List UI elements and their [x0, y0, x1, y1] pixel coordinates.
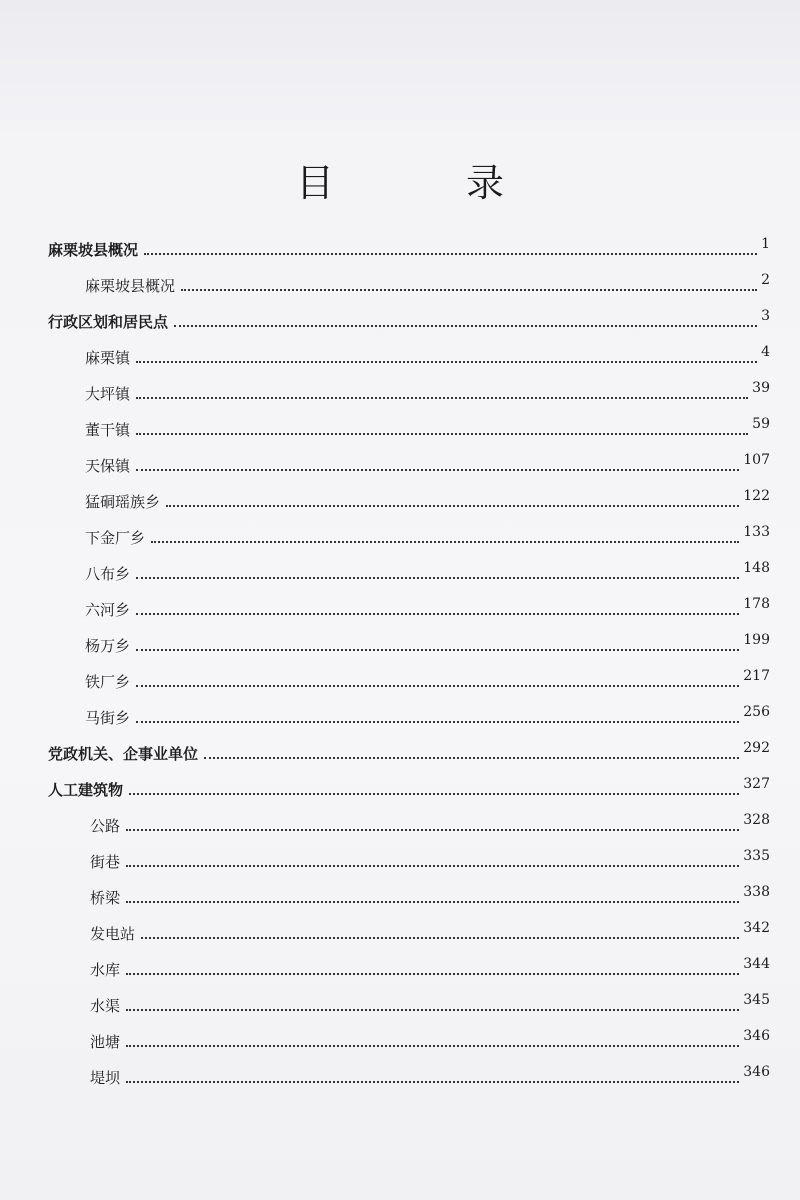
- toc-entry: [90, 956, 770, 980]
- toc-entry-label: 街巷: [90, 853, 121, 871]
- toc-entry-page: 2: [761, 272, 770, 288]
- toc-leader-dots: [126, 828, 739, 831]
- toc-entry-page: 122: [743, 488, 770, 504]
- toc-entry-label: 堤坝: [90, 1069, 121, 1087]
- toc-leader-dots: [181, 288, 757, 291]
- toc-leader-dots: [136, 612, 739, 615]
- toc-entry-page: 292: [743, 740, 770, 756]
- toc-entry-label: 下金厂乡: [85, 529, 146, 547]
- toc-leader-dots: [136, 396, 748, 399]
- toc-entry-page: 133: [743, 524, 770, 540]
- toc-entry: [90, 992, 770, 1016]
- toc-entry-label: 杨万乡: [85, 637, 131, 655]
- toc-entry: [85, 560, 770, 584]
- toc-entry-label: 桥梁: [90, 889, 121, 907]
- toc-leader-dots: [141, 936, 739, 939]
- toc-entry-label: 池塘: [90, 1033, 121, 1051]
- toc-entry-page: 344: [743, 956, 770, 972]
- toc-entry: [85, 488, 770, 512]
- toc-entry-page: 3: [761, 308, 770, 324]
- toc-leader-dots: [136, 360, 757, 363]
- toc-entry: [85, 668, 770, 692]
- toc-entry-page: 39: [752, 380, 770, 396]
- toc-leader-dots: [126, 900, 739, 903]
- toc-entry-label: 大坪镇: [85, 385, 131, 403]
- toc-entry: [85, 344, 770, 368]
- toc-entry-page: 199: [743, 632, 770, 648]
- toc-leader-dots: [136, 576, 739, 579]
- toc-entry-page: 148: [743, 560, 770, 576]
- toc-entry-label: 人工建筑物: [48, 781, 124, 799]
- toc-leader-dots: [126, 1044, 739, 1047]
- toc-leader-dots: [126, 972, 739, 975]
- toc-entry-label: 麻栗镇: [85, 349, 131, 367]
- toc-entry-label: 麻栗坡县概况: [85, 277, 176, 295]
- toc-entry: [85, 704, 770, 728]
- toc-entry-label: 铁厂乡: [85, 673, 131, 691]
- toc-entry-label: 发电站: [90, 925, 136, 943]
- toc-leader-dots: [204, 756, 739, 759]
- toc-entry-page: 342: [743, 920, 770, 936]
- toc-leader-dots: [136, 684, 739, 687]
- toc-entry: [85, 632, 770, 656]
- toc-entry-label: 董干镇: [85, 421, 131, 439]
- toc-entry: [90, 812, 770, 836]
- toc-leader-dots: [136, 468, 739, 471]
- toc-entry: [48, 308, 770, 332]
- toc-entry-label: 公路: [90, 817, 121, 835]
- toc-entry-label: 党政机关、企事业单位: [48, 745, 199, 763]
- toc-entry: [85, 416, 770, 440]
- toc-leader-dots: [126, 1008, 739, 1011]
- toc-leader-dots: [144, 252, 757, 255]
- toc-entry-page: 217: [743, 668, 770, 684]
- page-title: 目 录: [295, 161, 565, 205]
- toc-entry-page: 178: [743, 596, 770, 612]
- toc-entry-page: 335: [743, 848, 770, 864]
- toc-leader-dots: [151, 540, 739, 543]
- toc-leader-dots: [136, 648, 739, 651]
- toc-leader-dots: [129, 792, 739, 795]
- toc-entry: [90, 920, 770, 944]
- toc-leader-dots: [174, 324, 757, 327]
- toc-entry-label: 八布乡: [85, 565, 131, 583]
- toc-entry: [85, 596, 770, 620]
- toc-entry: [48, 776, 770, 800]
- toc-entry-page: 345: [743, 992, 770, 1008]
- toc-entry-label: 马街乡: [85, 709, 131, 727]
- toc-entry-page: 107: [743, 452, 770, 468]
- toc-entry-label: 行政区划和居民点: [48, 313, 169, 331]
- toc-entry: [48, 236, 770, 260]
- toc-entry: [90, 1028, 770, 1052]
- toc-entry-page: 1: [761, 236, 770, 252]
- toc-leader-dots: [166, 504, 739, 507]
- toc-entry: [48, 740, 770, 764]
- toc-entry: [90, 884, 770, 908]
- toc-entry-label: 天保镇: [85, 457, 131, 475]
- toc-leader-dots: [136, 432, 748, 435]
- toc-entry: [85, 452, 770, 476]
- toc-entry-page: 338: [743, 884, 770, 900]
- toc-entry-label: 六河乡: [85, 601, 131, 619]
- toc-entry-page: 4: [761, 344, 770, 360]
- toc-entry-label: 水渠: [90, 997, 121, 1015]
- toc-entry-page: 327: [743, 776, 770, 792]
- toc-entry-page: 59: [752, 416, 770, 432]
- toc-entry-label: 猛硐瑶族乡: [85, 493, 161, 511]
- toc-entry: [85, 272, 770, 296]
- toc-entry: [85, 524, 770, 548]
- toc-entry-page: 346: [743, 1064, 770, 1080]
- toc-leader-dots: [126, 1080, 739, 1083]
- toc-entry-page: 328: [743, 812, 770, 828]
- toc-entry-label: 麻栗坡县概况: [48, 241, 139, 259]
- toc-entry: [90, 848, 770, 872]
- toc-entry-label: 水库: [90, 961, 121, 979]
- toc-entry: [85, 380, 770, 404]
- toc-entry-page: 346: [743, 1028, 770, 1044]
- toc-leader-dots: [136, 720, 739, 723]
- toc-leader-dots: [126, 864, 739, 867]
- toc-entry-page: 256: [743, 704, 770, 720]
- toc-entry: [90, 1064, 770, 1088]
